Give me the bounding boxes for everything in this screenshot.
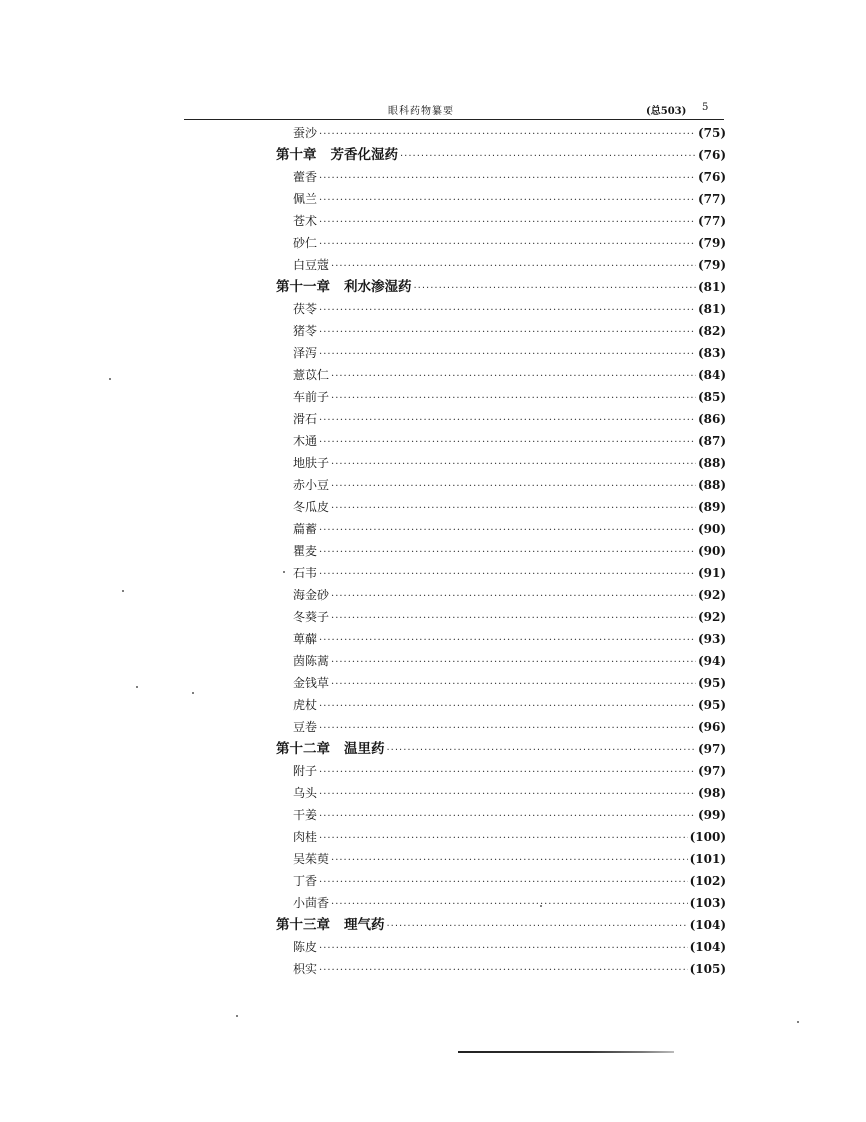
chapter-title: 温里药 <box>344 741 385 757</box>
toc-page-number: (97) <box>697 764 726 778</box>
dot-leader <box>331 586 696 606</box>
dot-leader <box>319 872 688 892</box>
entry-title: 虎杖 <box>293 698 318 712</box>
entry-title: 薏苡仁 <box>293 368 330 382</box>
toc-entry-row <box>276 122 726 144</box>
toc-entry-row <box>276 628 726 650</box>
dot-leader <box>319 322 696 342</box>
dot-leader <box>319 234 696 254</box>
toc-entry-row <box>276 320 726 342</box>
entry-title: 冬瓜皮 <box>293 500 330 514</box>
toc-entry-row <box>276 958 726 980</box>
toc-page-number: (96) <box>697 720 726 734</box>
toc-page-number: (90) <box>697 544 726 558</box>
entry-title: 瞿麦 <box>293 544 318 558</box>
toc-page-number: (97) <box>697 742 726 756</box>
toc-entry-row <box>276 232 726 254</box>
entry-title: 茯苓 <box>293 302 318 316</box>
toc-page-number: (95) <box>697 676 726 690</box>
toc-page-number: (89) <box>697 500 726 514</box>
entry-title: 石韦 <box>293 566 318 580</box>
page-header <box>270 100 724 118</box>
chapter-heading <box>276 738 385 760</box>
toc-entry-row <box>276 870 726 892</box>
dot-leader <box>319 300 696 320</box>
toc-entry-row <box>276 892 726 914</box>
chapter-heading <box>276 144 398 166</box>
chapter-title: 理气药 <box>344 917 385 933</box>
dot-leader <box>319 564 696 584</box>
dot-leader <box>331 454 696 474</box>
toc-page-number: (87) <box>697 434 726 448</box>
chapter-number: 第十二章 <box>276 741 330 757</box>
header-rule <box>184 119 724 120</box>
toc-entry-row <box>276 386 726 408</box>
toc-chapter-row <box>276 738 726 760</box>
dot-leader <box>331 476 696 496</box>
entry-title: 附子 <box>293 764 318 778</box>
dot-leader <box>319 828 688 848</box>
dot-leader <box>387 740 696 760</box>
toc-page-number: (95) <box>697 698 726 712</box>
toc-entry-row <box>276 782 726 804</box>
entry-title: 肉桂 <box>293 830 318 844</box>
entry-title: 藿香 <box>293 170 318 184</box>
entry-title: 砂仁 <box>293 236 318 250</box>
dot-leader <box>319 696 696 716</box>
toc-chapter-row <box>276 276 726 298</box>
toc-entry-row <box>276 562 726 584</box>
dot-leader <box>319 190 696 210</box>
entry-title: 木通 <box>293 434 318 448</box>
toc-page-number: (76) <box>697 170 726 184</box>
toc-page-number: (86) <box>697 412 726 426</box>
entry-title: 冬葵子 <box>293 610 330 624</box>
toc-entry-row <box>276 518 726 540</box>
toc-page-number: (90) <box>697 522 726 536</box>
dot-leader <box>331 498 696 518</box>
toc-entry-row <box>276 936 726 958</box>
chapter-heading <box>276 914 385 936</box>
toc-page-number: (79) <box>697 236 726 250</box>
dot-leader <box>331 366 696 386</box>
toc-entry-row <box>276 342 726 364</box>
entry-title: 地肤子 <box>293 456 330 470</box>
toc-page-number: (104) <box>689 918 726 932</box>
toc-entry-row <box>276 760 726 782</box>
entry-title: 乌头 <box>293 786 318 800</box>
total-page-number: (总503) <box>646 106 687 117</box>
scan-speck <box>283 571 285 573</box>
entry-title: 丁香 <box>293 874 318 888</box>
dot-leader <box>331 388 696 408</box>
toc-chapter-row <box>276 914 726 936</box>
entry-title: 萹蓄 <box>293 522 318 536</box>
toc-entry-row <box>276 826 726 848</box>
dot-leader <box>331 674 696 694</box>
dot-leader <box>331 850 688 870</box>
entry-title: 车前子 <box>293 390 330 404</box>
toc-page-number: (82) <box>697 324 726 338</box>
toc-page-number: (79) <box>697 258 726 272</box>
toc-page-number: (77) <box>697 214 726 228</box>
running-title: 眼科药物纂要 <box>388 106 454 117</box>
toc-page-number: (85) <box>697 390 726 404</box>
dot-leader <box>319 520 696 540</box>
entry-title: 陈皮 <box>293 940 318 954</box>
entry-title: 枳实 <box>293 962 318 976</box>
entry-title: 白豆蔻 <box>293 258 330 272</box>
entry-title: 蚕沙 <box>293 126 318 140</box>
scan-speck <box>540 905 542 907</box>
entry-title: 干姜 <box>293 808 318 822</box>
toc-entry-row <box>276 430 726 452</box>
toc-page-number: (88) <box>697 478 726 492</box>
toc-entry-row <box>276 606 726 628</box>
dot-leader <box>319 542 696 562</box>
toc-page-number: (102) <box>689 874 726 888</box>
toc-entry-row <box>276 672 726 694</box>
dot-leader <box>319 432 696 452</box>
dot-leader <box>319 938 688 958</box>
toc-page-number: (88) <box>697 456 726 470</box>
entry-title: 小茴香 <box>293 896 330 910</box>
dot-leader <box>319 344 696 364</box>
dot-leader <box>331 652 696 672</box>
entry-title: 金钱草 <box>293 676 330 690</box>
dot-leader <box>319 124 696 144</box>
toc-page-number: (98) <box>697 786 726 800</box>
toc-page-number: (83) <box>697 346 726 360</box>
scan-speck <box>109 378 111 380</box>
toc-chapter-row <box>276 144 726 166</box>
entry-title: 猪苓 <box>293 324 318 338</box>
entry-title: 吴茱萸 <box>293 852 330 866</box>
toc-page-number: (100) <box>689 830 726 844</box>
toc-entry-row <box>276 452 726 474</box>
toc-entry-row <box>276 694 726 716</box>
entry-title: 苍术 <box>293 214 318 228</box>
chapter-title: 利水渗湿药 <box>344 279 412 295</box>
toc-page-number: (103) <box>689 896 726 910</box>
entry-title: 佩兰 <box>293 192 318 206</box>
toc-page-number: (92) <box>697 588 726 602</box>
chapter-number: 第十章 <box>276 147 317 163</box>
toc-page-number: (84) <box>697 368 726 382</box>
dot-leader <box>319 762 696 782</box>
dot-leader <box>319 630 696 650</box>
entry-title: 茵陈蒿 <box>293 654 330 668</box>
toc-page-number: (75) <box>697 126 726 140</box>
entry-title: 萆薢 <box>293 632 318 646</box>
dot-leader <box>331 894 688 914</box>
dot-leader <box>387 916 688 936</box>
dot-leader <box>319 212 696 232</box>
entry-title: 滑石 <box>293 412 318 426</box>
dot-leader <box>319 960 688 980</box>
dot-leader <box>319 718 696 738</box>
toc-entry-row <box>276 408 726 430</box>
dot-leader <box>331 608 696 628</box>
toc-entry-row <box>276 298 726 320</box>
toc-entry-row <box>276 254 726 276</box>
scan-speck <box>236 1015 238 1017</box>
table-of-contents <box>276 122 726 980</box>
toc-page-number: (94) <box>697 654 726 668</box>
toc-entry-row <box>276 188 726 210</box>
scan-speck <box>122 590 124 592</box>
scan-speck <box>192 692 194 694</box>
toc-entry-row <box>276 716 726 738</box>
toc-entry-row <box>276 210 726 232</box>
dot-leader <box>319 784 696 804</box>
toc-entry-row <box>276 474 726 496</box>
toc-page-number: (93) <box>697 632 726 646</box>
toc-entry-row <box>276 650 726 672</box>
toc-page-number: (92) <box>697 610 726 624</box>
dot-leader <box>319 168 696 188</box>
dot-leader <box>414 278 696 298</box>
chapter-heading <box>276 276 412 298</box>
entry-title: 赤小豆 <box>293 478 330 492</box>
toc-page-number: (81) <box>697 280 726 294</box>
scan-speck <box>797 1021 799 1023</box>
toc-entry-row <box>276 804 726 826</box>
toc-page-number: (91) <box>697 566 726 580</box>
toc-entry-row <box>276 584 726 606</box>
entry-title: 豆卷 <box>293 720 318 734</box>
dot-leader <box>331 256 696 276</box>
toc-entry-row <box>276 166 726 188</box>
chapter-number: 第十一章 <box>276 279 330 295</box>
chapter-title: 芳香化湿药 <box>330 147 398 163</box>
chapter-number: 第十三章 <box>276 917 330 933</box>
toc-page-number: (77) <box>697 192 726 206</box>
toc-page-number: (99) <box>697 808 726 822</box>
entry-title: 海金砂 <box>293 588 330 602</box>
toc-entry-row <box>276 848 726 870</box>
scan-speck <box>136 686 138 688</box>
footer-rule <box>458 1051 674 1053</box>
dot-leader <box>319 806 696 826</box>
dot-leader <box>400 146 696 166</box>
page-number: 5 <box>702 102 709 113</box>
dot-leader <box>319 410 696 430</box>
toc-page-number: (81) <box>697 302 726 316</box>
toc-page-number: (104) <box>689 940 726 954</box>
entry-title: 泽泻 <box>293 346 318 360</box>
toc-page-number: (105) <box>689 962 726 976</box>
toc-page-number: (101) <box>689 852 726 866</box>
toc-entry-row <box>276 540 726 562</box>
toc-entry-row <box>276 364 726 386</box>
toc-page-number: (76) <box>697 148 726 162</box>
toc-entry-row <box>276 496 726 518</box>
